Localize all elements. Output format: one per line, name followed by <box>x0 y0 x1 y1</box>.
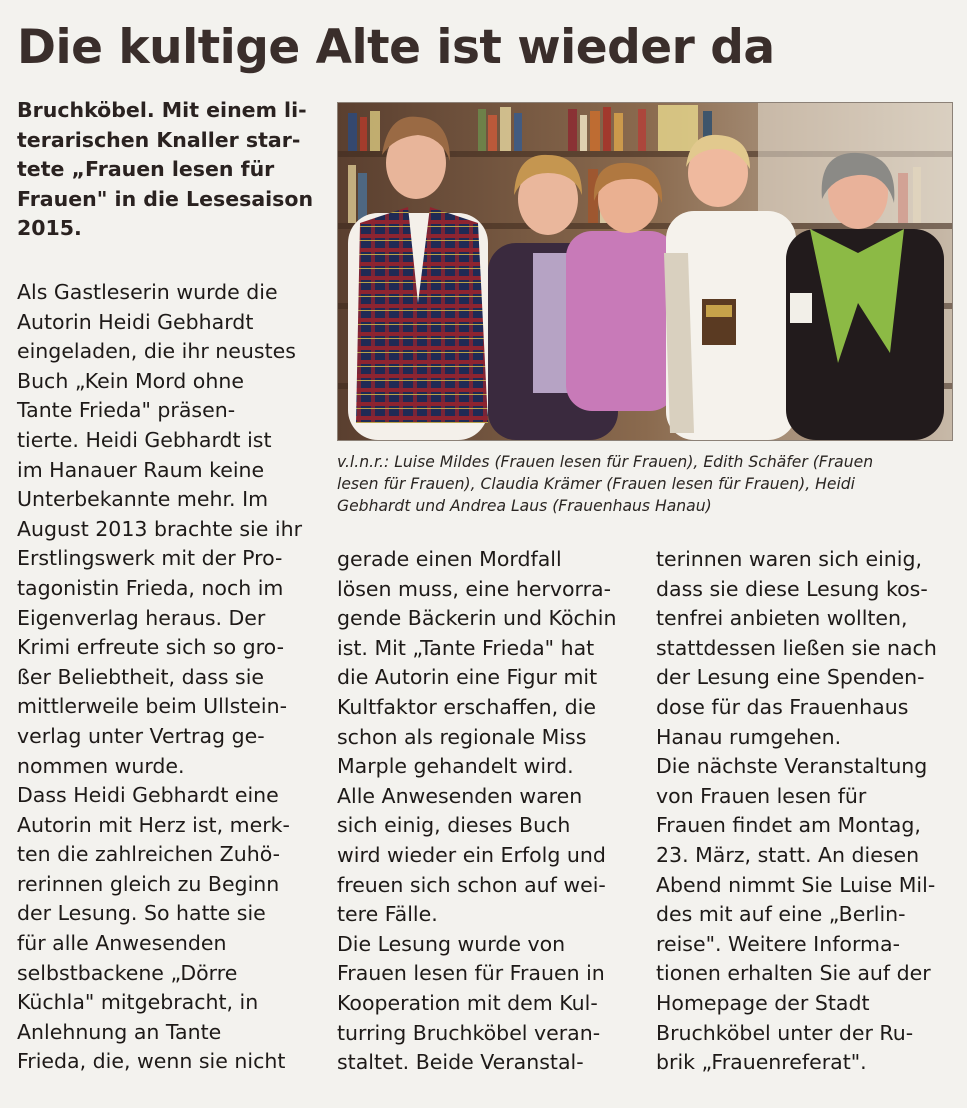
body-line: mittlerweile beim Ullstein- <box>17 694 287 719</box>
body-line: schon als regionale Miss <box>337 724 587 749</box>
article-column-1 <box>17 278 322 1077</box>
body-line: Kooperation mit dem Kul- <box>337 990 598 1015</box>
body-line: der Lesung. So hatte sie <box>17 901 266 926</box>
body-line: Hanau rumgehen. <box>656 724 842 749</box>
body-line: dose für das Frauenhaus <box>656 694 909 719</box>
body-line: Frauen lesen für Frauen in <box>337 961 605 986</box>
body-line: wird wieder ein Erfolg und <box>337 842 606 867</box>
article-headline: Die kultige Alte ist wieder da <box>17 20 775 75</box>
lead-line: Frauen" in die Lesesaison <box>17 186 314 211</box>
body-line: terinnen waren sich einig, <box>656 547 922 571</box>
body-line: reise". Weitere Informa- <box>656 931 900 956</box>
article-lead <box>17 96 322 244</box>
caption-line: v.l.n.r.: Luise Mildes (Frauen lesen für Frauen), Edith Schäfer (Frauen <box>337 453 874 471</box>
body-line: Anlehnung an Tante <box>17 1019 222 1044</box>
body-line: der Lesung eine Spenden- <box>656 665 925 690</box>
lead-line: 2015. <box>17 216 82 241</box>
body-line: Als Gastleserin wurde die <box>17 280 278 304</box>
body-line: gende Bäckerin und Köchin <box>337 606 617 631</box>
body-line: tenfrei anbieten wollten, <box>656 606 908 631</box>
caption-line: lesen für Frauen), Claudia Krämer (Frauen lesen für Frauen), Heidi <box>337 475 856 493</box>
body-line: selbstbackene „Dörre <box>17 960 238 985</box>
body-line: freuen sich schon auf wei- <box>337 872 606 897</box>
body-line: Unterbekannte mehr. Im <box>17 487 269 512</box>
body-line: Abend nimmt Sie Luise Mil- <box>656 872 936 897</box>
caption-line: Gebhardt und Andrea Laus (Frauenhaus Hanau) <box>337 497 712 515</box>
body-line: Tante Frieda" präsen- <box>17 398 236 423</box>
body-line: von Frauen lesen für <box>656 783 867 808</box>
body-line: Eigenverlag heraus. Der <box>17 605 266 630</box>
body-line: ten die zahlreichen Zuhö- <box>17 842 281 867</box>
body-line: ßer Beliebtheit, dass sie <box>17 664 265 689</box>
body-line: stattdessen ließen sie nach <box>656 635 937 660</box>
article-photo <box>337 102 953 441</box>
body-line: nommen wurde. <box>17 753 185 778</box>
body-line: die Autorin eine Figur mit <box>337 665 598 690</box>
body-line: tionen erhalten Sie auf der <box>656 961 931 986</box>
body-line: tere Fälle. <box>337 902 438 927</box>
body-line: Frieda, die, wenn sie nicht <box>17 1049 286 1074</box>
body-line: Die nächste Veranstaltung <box>656 754 928 779</box>
body-line: Alle Anwesenden waren <box>337 783 583 808</box>
body-line: lösen muss, eine hervorra- <box>337 576 611 601</box>
body-line: August 2013 brachte sie ihr <box>17 516 302 541</box>
body-line: des mit auf eine „Berlin- <box>656 902 906 927</box>
body-line: rerinnen gleich zu Beginn <box>17 871 280 896</box>
article-column-3 <box>656 545 956 1078</box>
body-line: tagonistin Frieda, noch im <box>17 575 284 600</box>
body-line: gerade einen Mordfall <box>337 547 562 571</box>
lead-line: Bruchköbel. Mit einem li- <box>17 98 307 122</box>
body-line: turring Bruchköbel veran- <box>337 1020 601 1045</box>
body-line: brik „Frauenreferat". <box>656 1050 867 1075</box>
body-line: staltet. Beide Veranstal- <box>337 1050 584 1075</box>
body-line: dass sie diese Lesung kos- <box>656 576 928 601</box>
body-line: Bruchköbel unter der Ru- <box>656 1020 914 1045</box>
body-line: eingeladen, die ihr neustes <box>17 339 296 364</box>
lead-line: tete „Frauen lesen für <box>17 157 275 182</box>
body-line: Buch „Kein Mord ohne <box>17 368 244 393</box>
body-line: Erstlingswerk mit der Pro- <box>17 546 283 571</box>
body-line: Autorin Heidi Gebhardt <box>17 309 254 334</box>
body-line: im Hanauer Raum keine <box>17 457 265 482</box>
photo-caption <box>337 451 952 517</box>
body-line: für alle Anwesenden <box>17 931 227 956</box>
photo-illustration <box>338 103 952 440</box>
lead-line: terarischen Knaller star- <box>17 127 301 152</box>
body-line: 23. März, statt. An diesen <box>656 842 920 867</box>
body-line: ist. Mit „Tante Frieda" hat <box>337 635 595 660</box>
body-line: Kultfaktor erschaffen, die <box>337 694 596 719</box>
body-line: Frauen findet am Montag, <box>656 813 921 838</box>
body-line: Krimi erfreute sich so gro- <box>17 635 284 660</box>
body-line: Marple gehandelt wird. <box>337 754 574 779</box>
article-column-2 <box>337 545 637 1078</box>
body-line: Autorin mit Herz ist, merk- <box>17 812 290 837</box>
body-line: Die Lesung wurde von <box>337 931 566 956</box>
body-line: tierte. Heidi Gebhardt ist <box>17 427 272 452</box>
body-line: sich einig, dieses Buch <box>337 813 571 838</box>
body-line: Küchla" mitgebracht, in <box>17 990 259 1015</box>
body-line: Homepage der Stadt <box>656 990 870 1015</box>
body-line: verlag unter Vertrag ge- <box>17 723 265 748</box>
body-line: Dass Heidi Gebhardt eine <box>17 783 279 808</box>
